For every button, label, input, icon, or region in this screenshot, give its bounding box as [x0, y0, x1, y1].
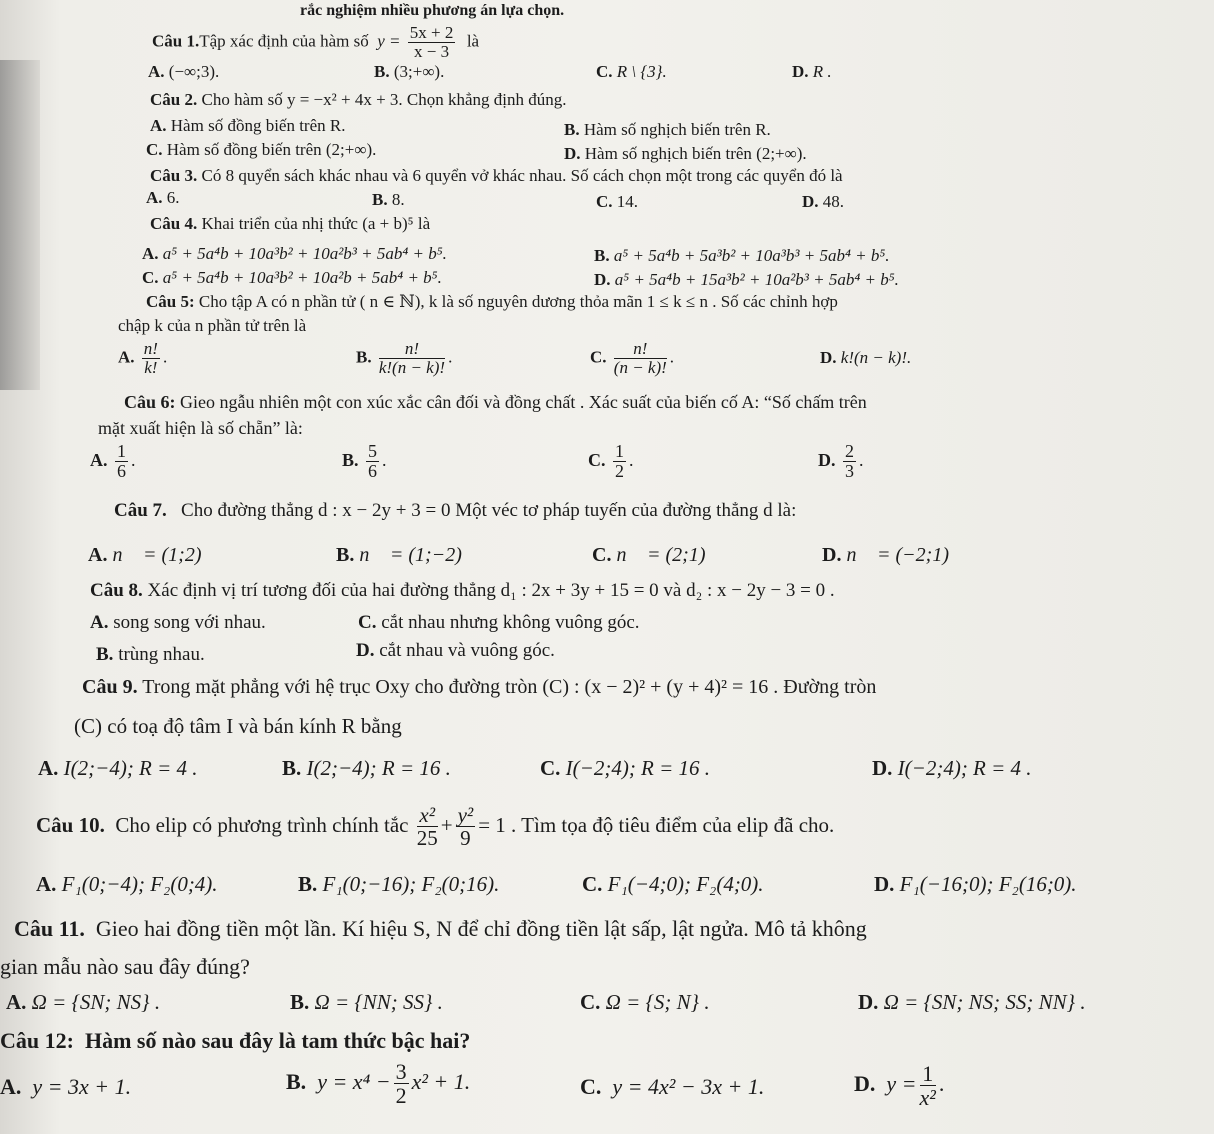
fraction-denominator: 6: [368, 460, 378, 481]
option-label: D.: [874, 872, 895, 896]
option-label: C.: [596, 192, 613, 211]
option-text: Hàm số đồng biến trên R.: [170, 116, 346, 135]
option-label: B.: [96, 644, 114, 665]
option-label: B.: [342, 449, 359, 470]
option-10d[interactable]: [874, 872, 1077, 897]
fraction-denominator: k!: [144, 357, 158, 377]
question-10: [36, 804, 834, 850]
option-label: D.: [872, 756, 893, 780]
option-label: C.: [358, 612, 377, 633]
fraction-denominator: (n − k)!: [613, 357, 667, 377]
option-text: 8.: [391, 190, 405, 209]
option-label: B.: [594, 246, 610, 265]
option-label: C.: [590, 347, 607, 367]
question-label: Câu 11.: [14, 916, 85, 941]
fraction-denominator: 9: [460, 826, 471, 851]
option-label: A.: [88, 544, 108, 566]
question-text: Gieo ngẫu nhiên một con xúc xắc cân đối và đồng chất . Xác suất của biến cố A: “Số chấm trên: [180, 392, 867, 412]
option-12d[interactable]: [854, 1062, 944, 1110]
option-text-end: .: [938, 1071, 945, 1097]
option-text: F₁(−16;0); F₂(16;0).: [899, 872, 1077, 896]
fraction: [456, 804, 476, 850]
option-text: (−∞;3).: [168, 62, 220, 81]
question-11: [14, 916, 867, 942]
question-9-cont: (C) có toạ độ tâm I và bán kính R bằng: [74, 714, 402, 738]
option-10a[interactable]: [36, 872, 218, 897]
option-text: y = x⁴ −: [317, 1069, 391, 1095]
option-text: I(−2;4); R = 16 .: [565, 756, 711, 780]
equals-one: = 1 .: [478, 812, 517, 837]
fraction: [115, 442, 128, 482]
question-9: [82, 676, 876, 699]
question-text: Tập xác định của hàm số: [199, 31, 369, 51]
option-label: D.: [858, 990, 879, 1014]
question-label: Câu 8.: [90, 580, 143, 601]
question-text: Cho hàm số y = −x² + 4x + 3. Chọn khẳng định đúng.: [201, 90, 567, 109]
option-text: y = 4x² − 3x + 1.: [612, 1074, 765, 1099]
option-3c[interactable]: [596, 192, 638, 212]
question-text: Gieo hai đồng tiền một lần. Kí hiệu S, N để chỉ đồng tiền lật sấp, lật ngửa. Mô tả không: [95, 916, 867, 941]
question-4: [150, 214, 430, 234]
option-label: B.: [286, 1069, 307, 1095]
option-label: B.: [298, 872, 318, 896]
option-7d[interactable]: [822, 544, 949, 567]
option-text: F₁(−4;0); F₂(4;0).: [607, 872, 764, 896]
option-label: D.: [822, 544, 842, 566]
question-12: [0, 1028, 470, 1054]
option-label: A.: [90, 449, 108, 470]
option-text: I(2;−4); R = 4 .: [63, 756, 198, 780]
question-5: [146, 292, 838, 312]
question-text: Hàm số nào sau đây là tam thức bậc hai?: [84, 1028, 471, 1053]
fraction-numerator: 5x + 2: [409, 23, 454, 42]
option-8c[interactable]: [358, 612, 640, 634]
option-text: trùng nhau.: [118, 644, 205, 665]
fraction-denominator: 6: [117, 460, 126, 481]
fraction: [417, 804, 438, 850]
fraction-denominator: 2: [395, 1083, 407, 1109]
fraction-denominator: x − 3: [413, 41, 450, 61]
option-label: B.: [564, 120, 580, 139]
question-label: Câu 2.: [150, 90, 198, 109]
option-6c[interactable]: C. $\frac{1}{2}$ .: [588, 441, 634, 481]
option-12a[interactable]: [0, 1074, 131, 1100]
option-11d[interactable]: [858, 990, 1086, 1015]
fraction-numerator: x²: [417, 804, 438, 827]
fraction: [142, 340, 160, 378]
option-11a[interactable]: [6, 990, 160, 1015]
question-text: Cho đường thẳng d : x − 2y + 3 = 0 Một véc tơ pháp tuyến của đường thẳng d là:: [181, 500, 797, 521]
option-text: Ω = {S; N} .: [605, 990, 710, 1014]
option-text: I(2;−4); R = 16 .: [306, 756, 451, 780]
fraction-denominator: 2: [615, 460, 624, 481]
option-4c[interactable]: [142, 268, 442, 288]
option-label: B.: [290, 990, 310, 1014]
option-text: Hàm số nghịch biến trên (2;+∞).: [584, 144, 807, 163]
option-4d[interactable]: [594, 270, 899, 290]
option-label: D.: [356, 640, 375, 661]
option-10b[interactable]: [298, 872, 499, 897]
option-2c[interactable]: [146, 140, 376, 160]
question-label: Câu 5:: [146, 292, 195, 311]
book-edge-shadow: [0, 60, 40, 390]
option-label: D.: [802, 192, 819, 211]
option-label: D.: [854, 1071, 876, 1097]
option-label: A.: [118, 347, 135, 367]
option-7a[interactable]: [88, 544, 202, 567]
option-text: 14.: [616, 192, 639, 211]
fraction-denominator: x²: [919, 1085, 936, 1111]
option-label: D.: [792, 62, 809, 81]
question-text: Cho tập A có n phần tử ( n ∈ ℕ), k là số nguyên dương thỏa mãn 1 ≤ k ≤ n . Số các chỉnh hợp: [198, 292, 838, 311]
option-text: I(−2;4); R = 4 .: [897, 756, 1032, 780]
option-5d[interactable]: [820, 348, 911, 368]
question-text: Có 8 quyển sách khác nhau và 6 quyển vở khác nhau. Số cách chọn một trong các quyển đó là: [201, 166, 843, 185]
fraction: [366, 442, 379, 482]
question-label: Câu 4.: [150, 214, 198, 233]
question-6: [124, 392, 867, 413]
option-label: D.: [820, 348, 837, 367]
question-label: Câu 6:: [124, 392, 176, 412]
fraction-numerator: n!: [379, 340, 445, 359]
question-label: Câu 12:: [0, 1028, 74, 1053]
option-7c[interactable]: [592, 544, 706, 567]
option-text: y = 3x + 1.: [32, 1074, 132, 1099]
fraction: [408, 24, 456, 62]
fraction-numerator: 1: [615, 441, 624, 461]
option-label: C.: [142, 268, 159, 287]
fraction: [613, 442, 626, 482]
option-label: A.: [36, 872, 57, 896]
fraction-denominator: 25: [416, 826, 438, 851]
option-5c[interactable]: C. $\frac{n!}{(n - k)!}$ .: [590, 339, 675, 377]
option-label: C.: [540, 756, 561, 780]
option-label: C.: [596, 62, 613, 81]
question-1: [152, 24, 479, 62]
option-text: Hàm số nghịch biến trên R.: [583, 120, 771, 139]
option-12c[interactable]: [580, 1074, 764, 1100]
question-text: Trong mặt phẳng với hệ trục Oxy cho đường tròn (C) : (x − 2)² + (y + 4)² = 16 . Đường tròn: [142, 676, 877, 698]
option-8d[interactable]: [356, 640, 555, 662]
option-label: A.: [0, 1074, 22, 1099]
option-text-end: x² + 1.: [411, 1069, 471, 1095]
option-text: a⁵ + 5a⁴b + 5a³b² + 10a³b³ + 5ab⁴ + b⁵.: [613, 246, 890, 265]
question-text: Khai triển của nhị thức (a + b)⁵ là: [201, 214, 431, 233]
option-label: C.: [580, 990, 601, 1014]
fraction-numerator: y²: [457, 803, 474, 827]
option-text: a⁵ + 5a⁴b + 15a³b² + 10a²b³ + 5ab⁴ + b⁵.: [614, 270, 899, 289]
option-text: a⁵ + 5a⁴b + 10a³b² + 10a²b + 5ab⁴ + b⁵.: [162, 268, 442, 287]
question-11-cont: gian mẫu nào sau đây đúng?: [0, 954, 250, 979]
option-label: C.: [582, 872, 603, 896]
option-label: A.: [146, 188, 163, 207]
option-6b[interactable]: B. $\frac{5}{6}$ .: [342, 441, 387, 481]
fraction: [379, 340, 445, 378]
option-text: R .: [812, 62, 832, 81]
option-9c[interactable]: [540, 756, 710, 781]
question-7: [114, 500, 796, 522]
option-text: n⃗ = (1;2): [112, 544, 202, 566]
fraction-numerator: 5: [368, 441, 378, 461]
option-text: 48.: [822, 192, 845, 211]
section-header: rắc nghiệm nhiều phương án lựa chọn.: [300, 2, 565, 19]
option-5a[interactable]: A. $\frac{n!}{k!}$ .: [118, 339, 168, 377]
option-text: F₁(0;−4); F₂(0;4).: [61, 872, 218, 896]
option-6d[interactable]: D. $\frac{2}{3}$ .: [818, 441, 864, 481]
fraction-denominator: k!(n − k)!: [378, 357, 446, 377]
option-text: y =: [886, 1071, 917, 1097]
option-label: A.: [148, 62, 165, 81]
fraction-denominator: 3: [845, 460, 854, 481]
option-text: F₁(0;−16); F₂(0;16).: [322, 872, 500, 896]
fraction-numerator: 1: [117, 441, 126, 461]
option-1c[interactable]: [596, 62, 667, 82]
option-label: A.: [142, 244, 159, 263]
option-3a[interactable]: [146, 188, 180, 208]
question-3: [150, 166, 843, 186]
option-label: D.: [564, 144, 581, 163]
option-9d[interactable]: [872, 756, 1032, 781]
option-label: C.: [146, 140, 163, 159]
option-label: B.: [282, 756, 302, 780]
option-9a[interactable]: [38, 756, 198, 781]
fraction: [920, 1062, 936, 1110]
option-text: 6.: [166, 188, 180, 207]
option-6a[interactable]: A. $\frac{1}{6}$ .: [90, 441, 136, 481]
option-11c[interactable]: [580, 990, 710, 1015]
option-label: D.: [818, 449, 836, 470]
option-3b[interactable]: [372, 190, 405, 210]
option-label: A.: [90, 612, 109, 633]
question-text: Xác định vị trí tương đối của hai đường thẳng d₁ : 2x + 3y + 15 = 0 và d₂ : x − 2y − 3 = 0 .: [147, 580, 835, 601]
option-text: a⁵ + 5a⁴b + 10a³b² + 10a²b³ + 5ab⁴ + b⁵.: [162, 244, 447, 263]
option-5b[interactable]: B. $\frac{n!}{k!(n - k)!}$ .: [356, 339, 453, 377]
option-1a[interactable]: [148, 62, 219, 82]
function-lhs: y =: [377, 31, 401, 51]
fraction-numerator: 3: [395, 1059, 407, 1084]
option-text: Ω = {SN; NS} .: [31, 990, 161, 1014]
question-text: Cho elip có phương trình chính tắc: [115, 812, 409, 837]
option-label: C.: [580, 1074, 602, 1099]
option-text: Ω = {NN; SS} .: [314, 990, 443, 1014]
question-label: Câu 9.: [82, 676, 138, 698]
option-10c[interactable]: [582, 872, 764, 897]
question-label: Câu 7.: [114, 500, 167, 521]
fraction-numerator: 2: [845, 441, 854, 461]
option-label: B.: [356, 347, 372, 367]
option-4a[interactable]: [142, 244, 447, 264]
option-label: B.: [372, 190, 388, 209]
option-label: B.: [336, 544, 355, 566]
option-label: B.: [374, 62, 390, 81]
option-text: cắt nhau nhưng không vuông góc.: [381, 612, 640, 633]
question-8: [90, 580, 835, 602]
option-3d[interactable]: [802, 192, 844, 212]
option-label: D.: [594, 270, 611, 289]
option-label: C.: [592, 544, 612, 566]
fraction-numerator: n!: [614, 340, 667, 359]
option-9b[interactable]: [282, 756, 451, 781]
option-text: n⃗ = (2;1): [616, 544, 706, 566]
fraction-numerator: 1: [920, 1062, 936, 1086]
option-4b[interactable]: [594, 246, 889, 266]
option-text: n⃗ = (1;−2): [359, 544, 462, 566]
question-label: Câu 3.: [150, 166, 198, 185]
option-label: A.: [6, 990, 27, 1014]
fraction: [394, 1060, 409, 1108]
option-text: (3;+∞).: [393, 62, 445, 81]
option-2a[interactable]: [150, 116, 345, 136]
fraction: [614, 340, 667, 378]
option-text: Ω = {SN; NS; SS; NN} .: [883, 990, 1086, 1014]
option-2b[interactable]: [564, 120, 771, 140]
option-text: n⃗ = (−2;1): [846, 544, 949, 566]
option-text: song song với nhau.: [113, 612, 266, 633]
option-text: k!(n − k)!.: [840, 348, 912, 367]
question-text-end: Tìm tọa độ tiêu điểm của elip đã cho.: [521, 812, 835, 837]
option-2d[interactable]: [564, 144, 807, 164]
question-6-cont: mặt xuất hiện là số chẵn” là:: [98, 418, 303, 438]
option-text: R \ {3}.: [616, 62, 667, 81]
option-8a[interactable]: [90, 612, 266, 634]
option-7b[interactable]: [336, 544, 462, 567]
option-text: Hàm số đồng biến trên (2;+∞).: [166, 140, 377, 159]
option-text: cắt nhau và vuông góc.: [379, 640, 555, 661]
question-2: [150, 90, 567, 110]
option-12b[interactable]: [286, 1060, 470, 1108]
option-11b[interactable]: [290, 990, 443, 1015]
fraction-numerator: n!: [143, 339, 158, 358]
option-label: A.: [38, 756, 59, 780]
question-label: Câu 1.: [152, 31, 200, 51]
option-1b[interactable]: [374, 62, 444, 82]
option-label: C.: [588, 449, 606, 470]
fraction: [843, 442, 856, 482]
plus-sign: +: [440, 812, 453, 837]
question-label: Câu 10.: [36, 812, 105, 837]
question-text-end: là: [466, 31, 480, 51]
option-label: A.: [150, 116, 167, 135]
question-5-cont: chập k của n phần tử trên là: [118, 316, 307, 335]
option-8b[interactable]: [96, 644, 205, 666]
option-1d[interactable]: [792, 62, 832, 82]
